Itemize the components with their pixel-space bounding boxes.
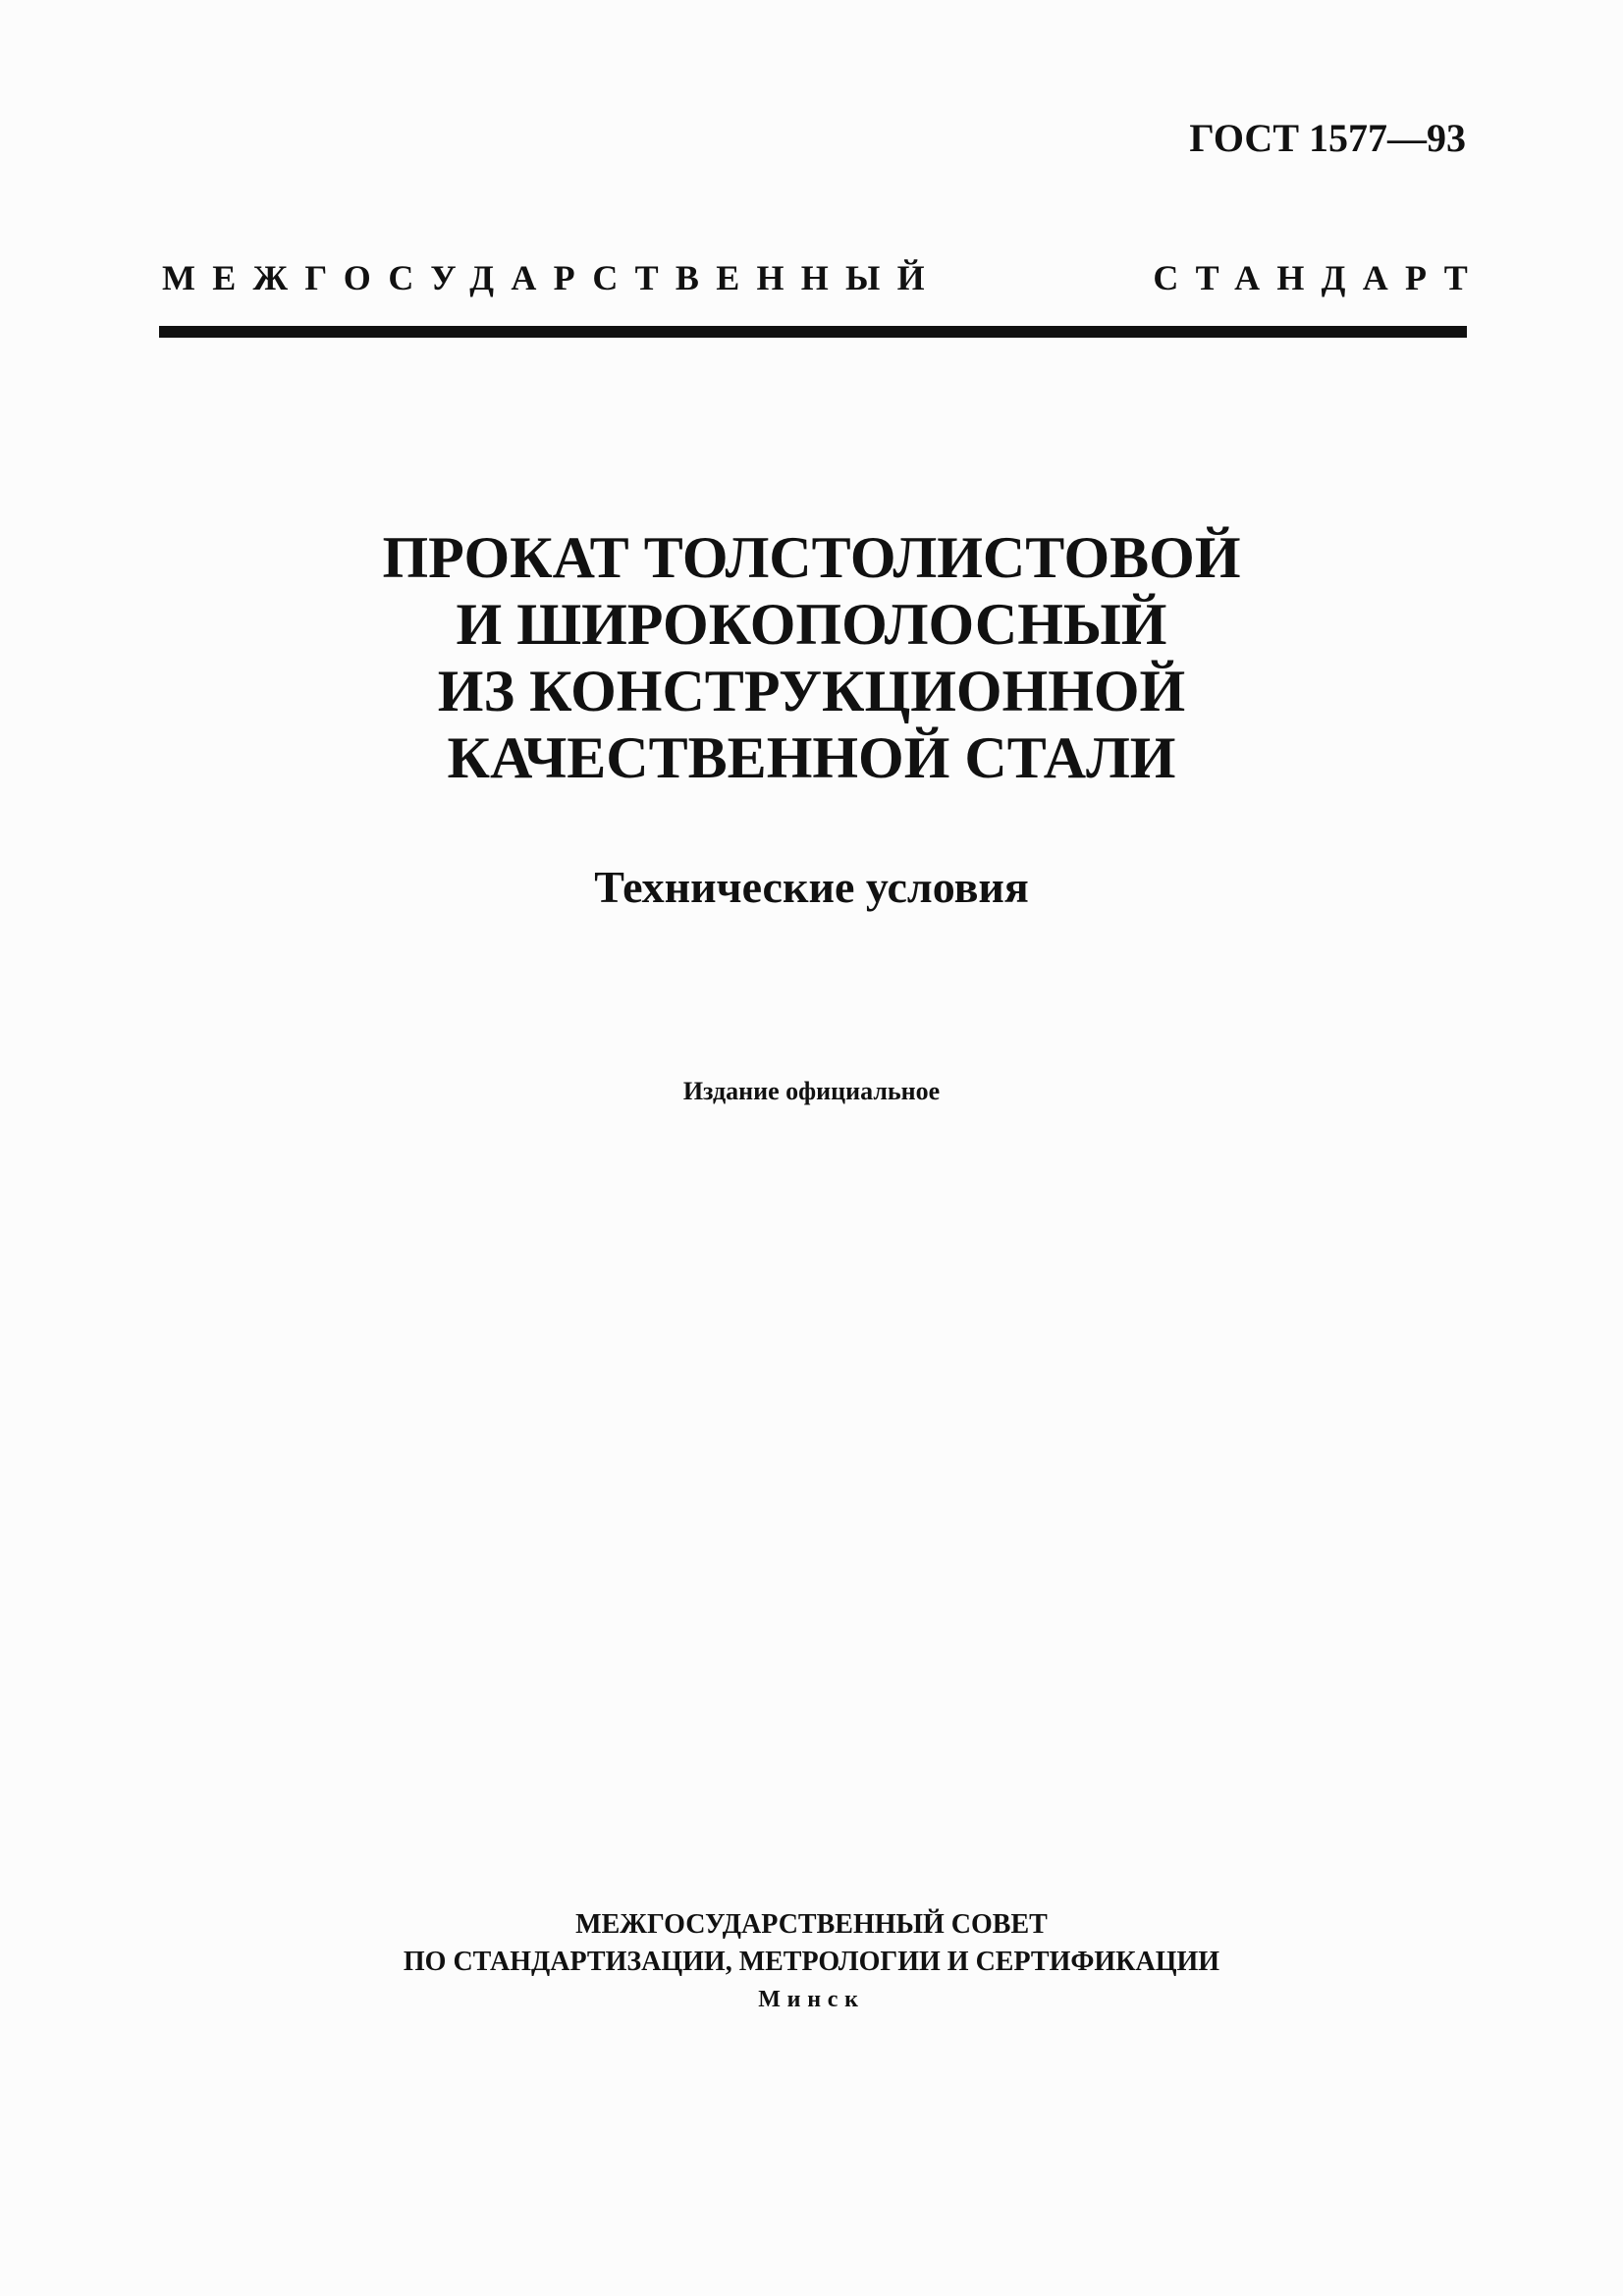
title-line: КАЧЕСТВЕННОЙ СТАЛИ — [447, 725, 1176, 790]
publisher-line-1: МЕЖГОСУДАРСТВЕННЫЙ СОВЕТ — [575, 1909, 1048, 1940]
series-word-standard: СТАНДАРТ — [1153, 258, 1485, 297]
series-word-interstate: МЕЖГОСУДАРСТВЕННЫЙ — [162, 258, 942, 297]
series-heading — [162, 253, 1485, 302]
document-subtitle: Технические условия — [594, 862, 1029, 912]
publisher-block — [0, 1906, 1623, 2016]
title-line: И ШИРОКОПОЛОСНЫЙ — [456, 592, 1167, 657]
heading-rule — [159, 326, 1467, 338]
title-line: ИЗ КОНСТРУКЦИОННОЙ — [437, 659, 1186, 723]
publisher-city: Минск — [758, 1987, 865, 2012]
publisher-line-2: ПО СТАНДАРТИЗАЦИИ, МЕТРОЛОГИИ И СЕРТИФИКАЦИИ — [403, 1947, 1220, 1977]
title-line: ПРОКАТ ТОЛСТОЛИСТОВОЙ — [382, 525, 1241, 590]
edition-note: Издание официальное — [682, 1077, 941, 1105]
document-title — [0, 524, 1623, 791]
document-code: ГОСТ 1577—93 — [1189, 116, 1466, 160]
